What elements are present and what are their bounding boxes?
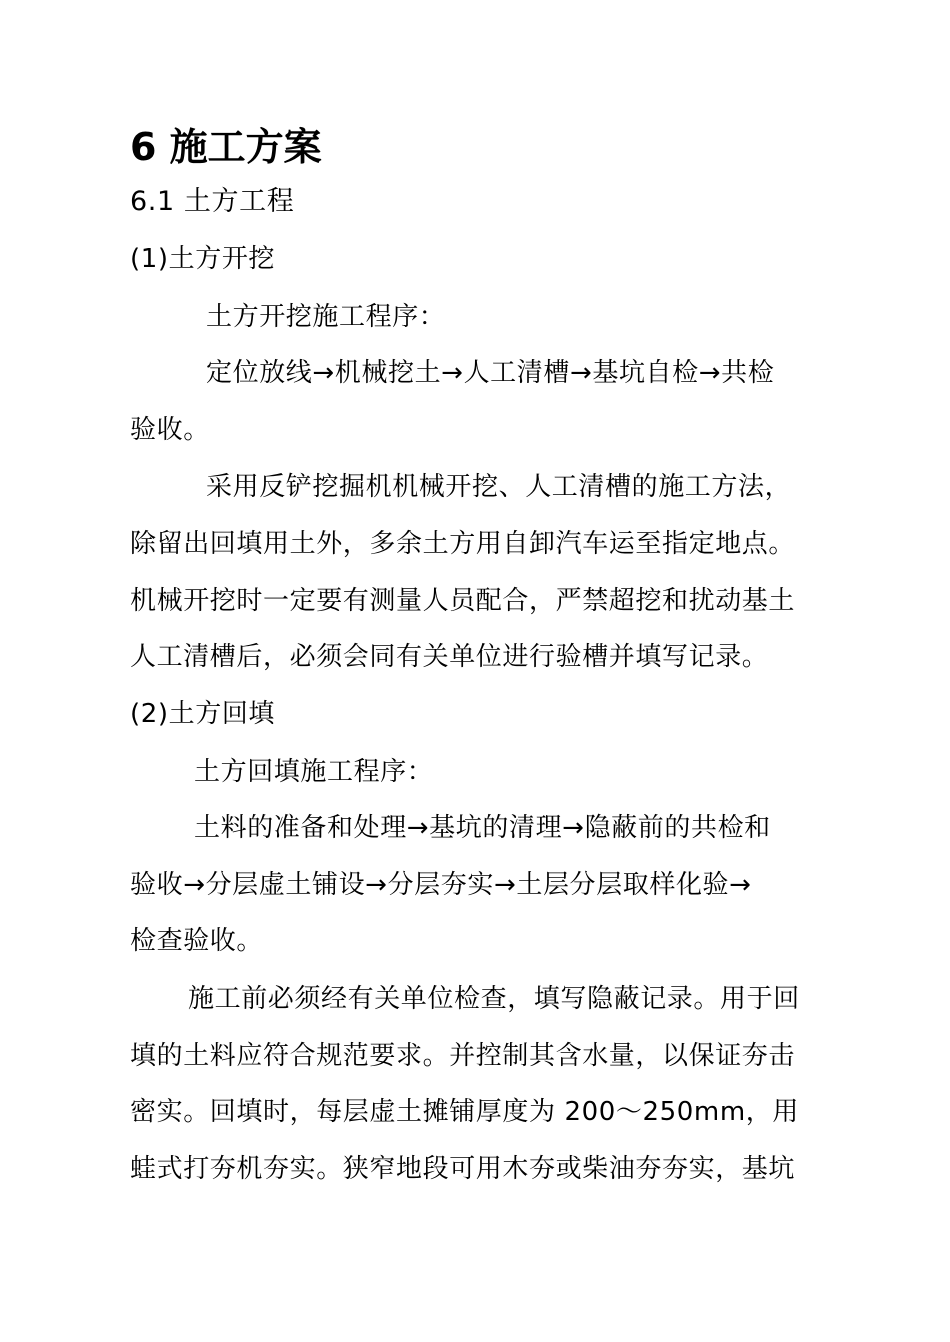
excavation-procedure-line: 定位放线→机械挖土→人工清槽→基坑自检→共检 <box>206 358 775 388</box>
backfill-procedure-label: 土方回填施工程序： <box>194 757 434 787</box>
section-heading: 6.1 土方工程 <box>130 186 295 217</box>
subsection-title-backfill: (2)土方回填 <box>130 699 276 729</box>
excavation-paragraph-line: 采用反铲挖掘机机械开挖、人工清槽的施工方法， <box>206 472 792 502</box>
backfill-procedure-line: 检查验收。 <box>130 926 264 956</box>
excavation-paragraph-line: 机械开挖时一定要有测量人员配合，严禁超挖和扰动基土 <box>130 586 796 616</box>
excavation-paragraph-line: 人工清槽后，必须会同有关单位进行验槽并填写记录。 <box>130 642 769 672</box>
backfill-paragraph-line: 施工前必须经有关单位检查，填写隐蔽记录。用于回 <box>188 984 800 1014</box>
excavation-paragraph-line: 除留出回填用土外，多余土方用自卸汽车运至指定地点。 <box>130 529 796 559</box>
excavation-procedure-line: 验收。 <box>130 415 210 445</box>
subsection-title-excavation: (1)土方开挖 <box>130 244 276 274</box>
backfill-paragraph-line: 蛙式打夯机夯实。狭窄地段可用木夯或柴油夯夯实，基坑 <box>130 1154 796 1184</box>
backfill-paragraph-line: 填的土料应符合规范要求。并控制其含水量，以保证夯击 <box>130 1041 796 1071</box>
backfill-procedure-line: 土料的准备和处理→基坑的清理→隐蔽前的共检和 <box>194 813 771 843</box>
backfill-paragraph-line: 密实。回填时，每层虚土摊铺厚度为 200～250mm，用 <box>130 1097 799 1127</box>
backfill-procedure-line: 验收→分层虚土铺设→分层夯实→土层分层取样化验→ <box>130 870 752 900</box>
chapter-heading: 6 施工方案 <box>130 125 322 169</box>
excavation-procedure-label: 土方开挖施工程序： <box>206 302 446 332</box>
